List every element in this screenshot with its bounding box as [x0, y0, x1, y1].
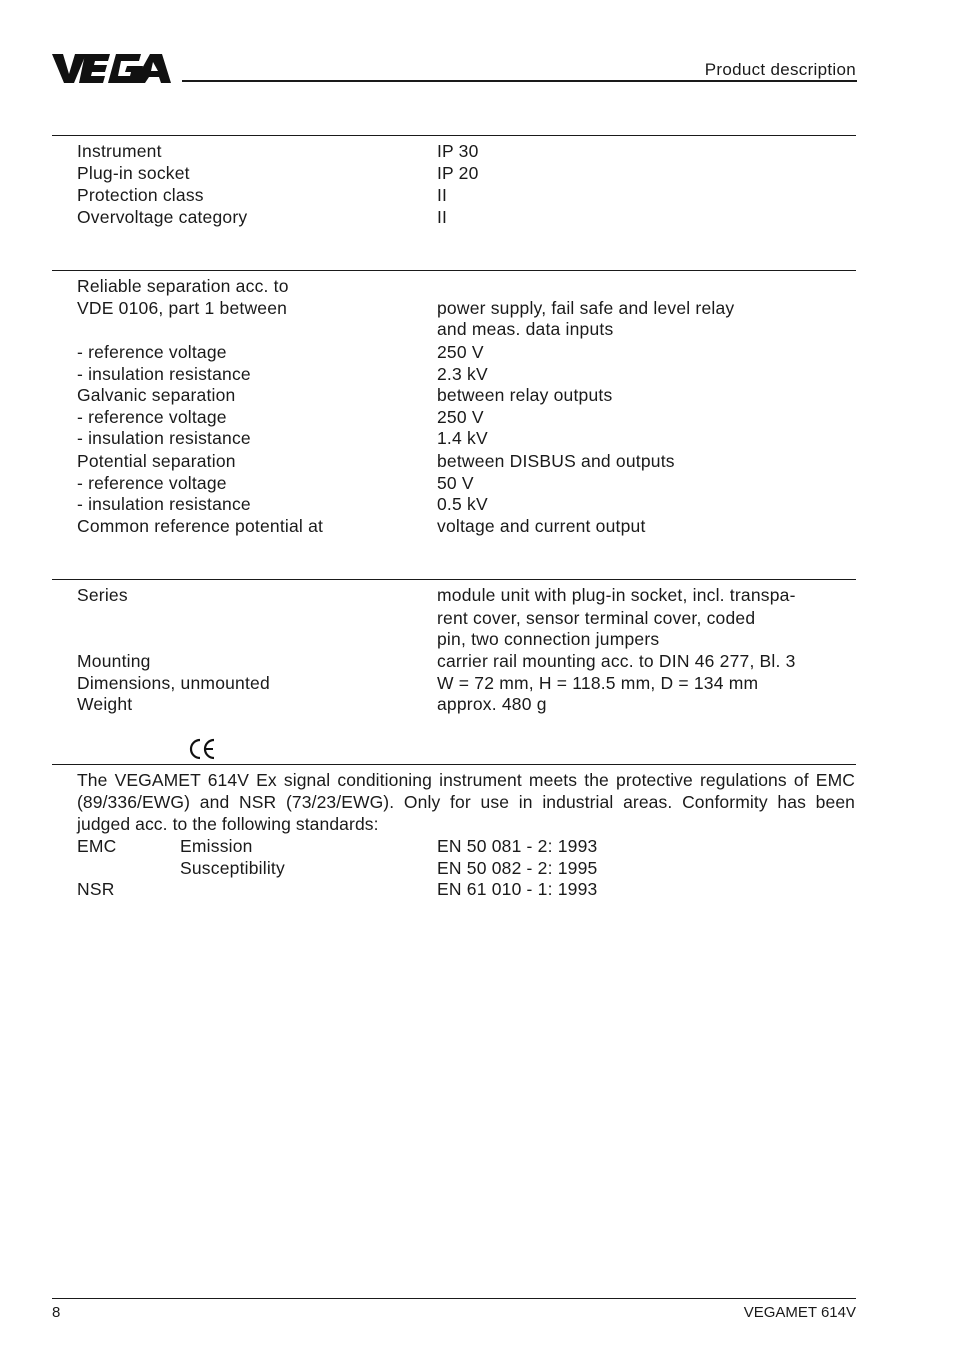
standard-value: EN 50 081 - 2: 1993	[437, 836, 598, 856]
conformity-paragraph: The VEGAMET 614V Ex signal conditioning instrument meets the protective regulations of EMC (89/336/EWG) and NSR (73/23/EWG). Only for use in industrial areas. Conformity has been judged acc. to the following standards:	[77, 770, 855, 834]
spec-label: Overvoltage category	[77, 207, 248, 227]
spec-value: carrier rail mounting acc. to DIN 46 277, Bl. 3	[437, 651, 796, 671]
spec-value: and meas. data inputs	[437, 319, 614, 339]
spec-label: Reliable separation acc. to	[77, 276, 289, 296]
section-divider	[52, 135, 856, 136]
spec-label: Instrument	[77, 141, 162, 161]
spec-value: 50 V	[437, 473, 474, 493]
spec-label: Protection class	[77, 185, 204, 205]
spec-value: 2.3 kV	[437, 364, 488, 384]
standard-value: EN 50 082 - 2: 1995	[437, 858, 598, 878]
ce-mark-icon	[188, 737, 216, 761]
spec-value: 250 V	[437, 342, 484, 362]
spec-label: - insulation resistance	[77, 428, 251, 448]
page-number: 8	[52, 1304, 61, 1321]
spec-label: Plug-in socket	[77, 163, 190, 183]
spec-value: 0.5 kV	[437, 494, 488, 514]
spec-label: Dimensions, unmounted	[77, 673, 270, 693]
spec-label: Series	[77, 585, 128, 605]
standard-value: EN 61 010 - 1: 1993	[437, 879, 598, 899]
section-divider	[52, 270, 856, 271]
spec-value: II	[437, 185, 448, 205]
spec-label: Galvanic separation	[77, 385, 236, 405]
standard-item: Emission	[180, 836, 253, 856]
spec-value: module unit with plug-in socket, incl. transpa-	[437, 585, 796, 605]
spec-value: rent cover, sensor terminal cover, coded	[437, 608, 756, 628]
spec-label: Weight	[77, 694, 133, 714]
spec-label: Mounting	[77, 651, 151, 671]
footer-rule	[52, 1298, 856, 1299]
standard-group: NSR	[77, 879, 115, 899]
standard-group: EMC	[77, 836, 117, 856]
spec-value: IP 30	[437, 141, 479, 161]
spec-label: - reference voltage	[77, 342, 227, 362]
footer-product-name: VEGAMET 614V	[743, 1304, 856, 1321]
spec-value: W = 72 mm, H = 118.5 mm, D = 134 mm	[437, 673, 759, 693]
spec-value: II	[437, 207, 448, 227]
standard-item: Susceptibility	[180, 858, 285, 878]
spec-value: 1.4 kV	[437, 428, 488, 448]
section-title: Product description	[704, 60, 856, 79]
spec-value: voltage and current output	[437, 516, 646, 536]
spec-label: VDE 0106, part 1 between	[77, 298, 288, 318]
spec-value: between DISBUS and outputs	[437, 451, 675, 471]
spec-label: - reference voltage	[77, 407, 227, 427]
header-rule	[182, 80, 857, 82]
spec-label: - insulation resistance	[77, 364, 251, 384]
spec-label: Common reference potential at	[77, 516, 324, 536]
spec-value: IP 20	[437, 163, 479, 183]
spec-value: approx. 480 g	[437, 694, 547, 714]
spec-value: pin, two connection jumpers	[437, 629, 660, 649]
spec-value: 250 V	[437, 407, 484, 427]
spec-value: between relay outputs	[437, 385, 613, 405]
vega-logo	[52, 50, 172, 86]
section-divider	[52, 579, 856, 580]
spec-value: power supply, fail safe and level relay	[437, 298, 735, 318]
spec-label: - reference voltage	[77, 473, 227, 493]
spec-label: - insulation resistance	[77, 494, 251, 514]
section-divider	[52, 764, 856, 765]
spec-label: Potential separation	[77, 451, 236, 471]
